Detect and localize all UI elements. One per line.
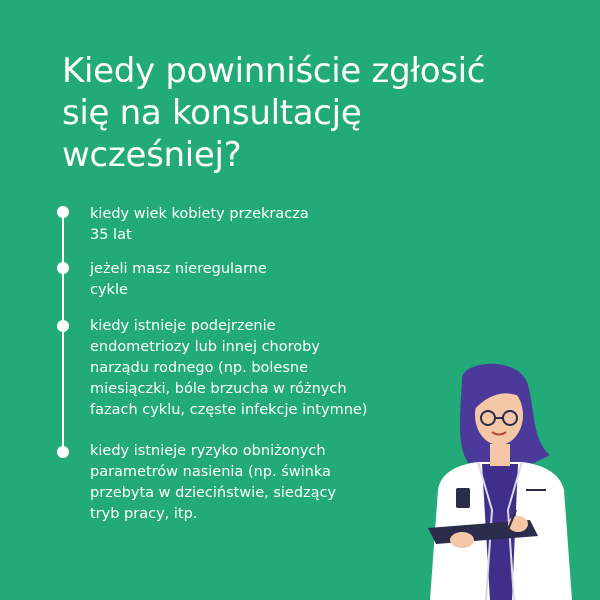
timeline-dot — [57, 262, 69, 274]
timeline-dot — [57, 320, 69, 332]
list-item: kiedy wiek kobiety przekracza 35 lat — [90, 206, 309, 243]
timeline-line — [62, 212, 64, 452]
list-item: kiedy istnieje podejrzenie endometriozy lub innej choroby narządu rodnego (np. bolesne miesiączki, bóle brzucha w różnych fazach cyklu, częste infekcje intymne) — [90, 318, 368, 418]
timeline-dot — [57, 206, 69, 218]
page-title: Kiedy powinniście zgłosić się na konsultację wcześniej? — [62, 51, 486, 175]
timeline-dot — [57, 446, 69, 458]
list-item: kiedy istnieje ryzyko obniżonych parametrów nasienia (np. świnka przebyta w dzieciństwie, siedzący tryb pracy, itp. — [90, 443, 337, 522]
doctor-illustration-icon — [400, 360, 600, 600]
list-item: jeżeli masz nieregularne cykle — [90, 261, 267, 298]
